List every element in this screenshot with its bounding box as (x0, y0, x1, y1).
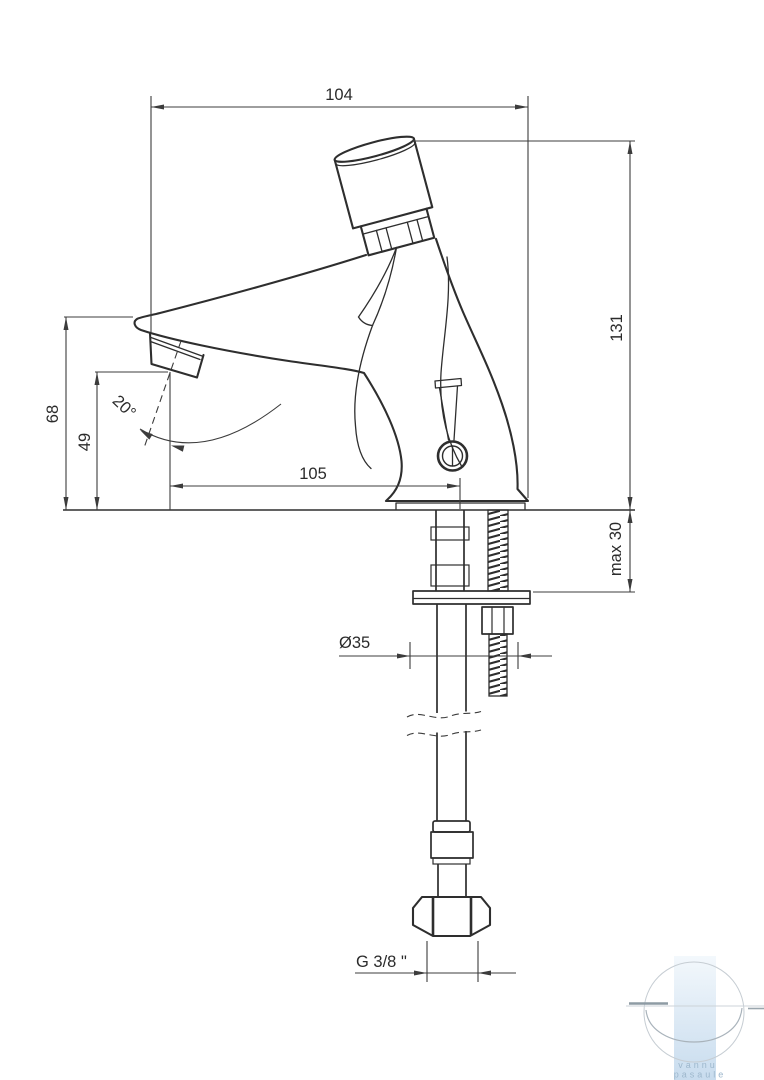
dim-max30-label: max 30 (607, 521, 625, 577)
dim-g38-label: G 3/8 " (356, 953, 407, 971)
hose-break-wave-upper (407, 712, 481, 718)
valve-tailpiece (436, 510, 464, 591)
hose-collar (433, 821, 470, 832)
faucet-push-knob (333, 132, 440, 258)
knob-sides (335, 139, 433, 229)
faucet-body (63, 239, 635, 510)
hose-neck (438, 864, 466, 897)
spout-crease-left (359, 248, 397, 318)
spout-crease-join (359, 317, 373, 326)
supply-hose (437, 604, 466, 821)
dimension-angle-20 (109, 341, 281, 510)
connection-nut-facets (433, 898, 471, 935)
watermark-text-line2: pasaule (673, 1069, 727, 1080)
hose-break-wave-lower (407, 730, 481, 736)
threaded-stud-upper (488, 510, 508, 591)
under-counter-assembly (407, 510, 530, 936)
body-contour-left (355, 326, 373, 469)
hose-fitting-body (431, 832, 473, 858)
dim-105-label: 105 (299, 465, 327, 483)
dim-20deg-label: 20° (108, 391, 140, 423)
connection-nut (413, 897, 490, 936)
mounting-plate (413, 591, 530, 604)
hose-fitting-band (433, 858, 470, 864)
dim-d35-label: Ø35 (339, 634, 371, 652)
dimension-g38 (355, 941, 516, 982)
body-contour-right (441, 257, 462, 466)
watermark-logo (626, 956, 764, 1080)
dim-131-label: 131 (608, 314, 626, 342)
stud-nut-facets (492, 607, 504, 634)
threaded-stud-lower (489, 634, 507, 696)
dimension-d35 (339, 634, 552, 669)
dimension-max30 (533, 510, 635, 592)
outlet-axis-dashed-line (144, 341, 181, 448)
watermark-text-line1: vannu (678, 1060, 718, 1070)
dimension-104 (151, 86, 528, 498)
faucet-body-outline (135, 239, 528, 501)
spout-crease-right (373, 248, 397, 326)
angle-arc (140, 404, 281, 443)
angle-arc-arrow-right (170, 442, 184, 451)
knob-top-cap (333, 132, 416, 167)
dim-104-label: 104 (325, 86, 353, 104)
dim-49-label: 49 (76, 432, 94, 452)
stud-nut (482, 607, 513, 634)
dim-68-label: 68 (44, 404, 62, 424)
lever-stem (440, 386, 458, 440)
